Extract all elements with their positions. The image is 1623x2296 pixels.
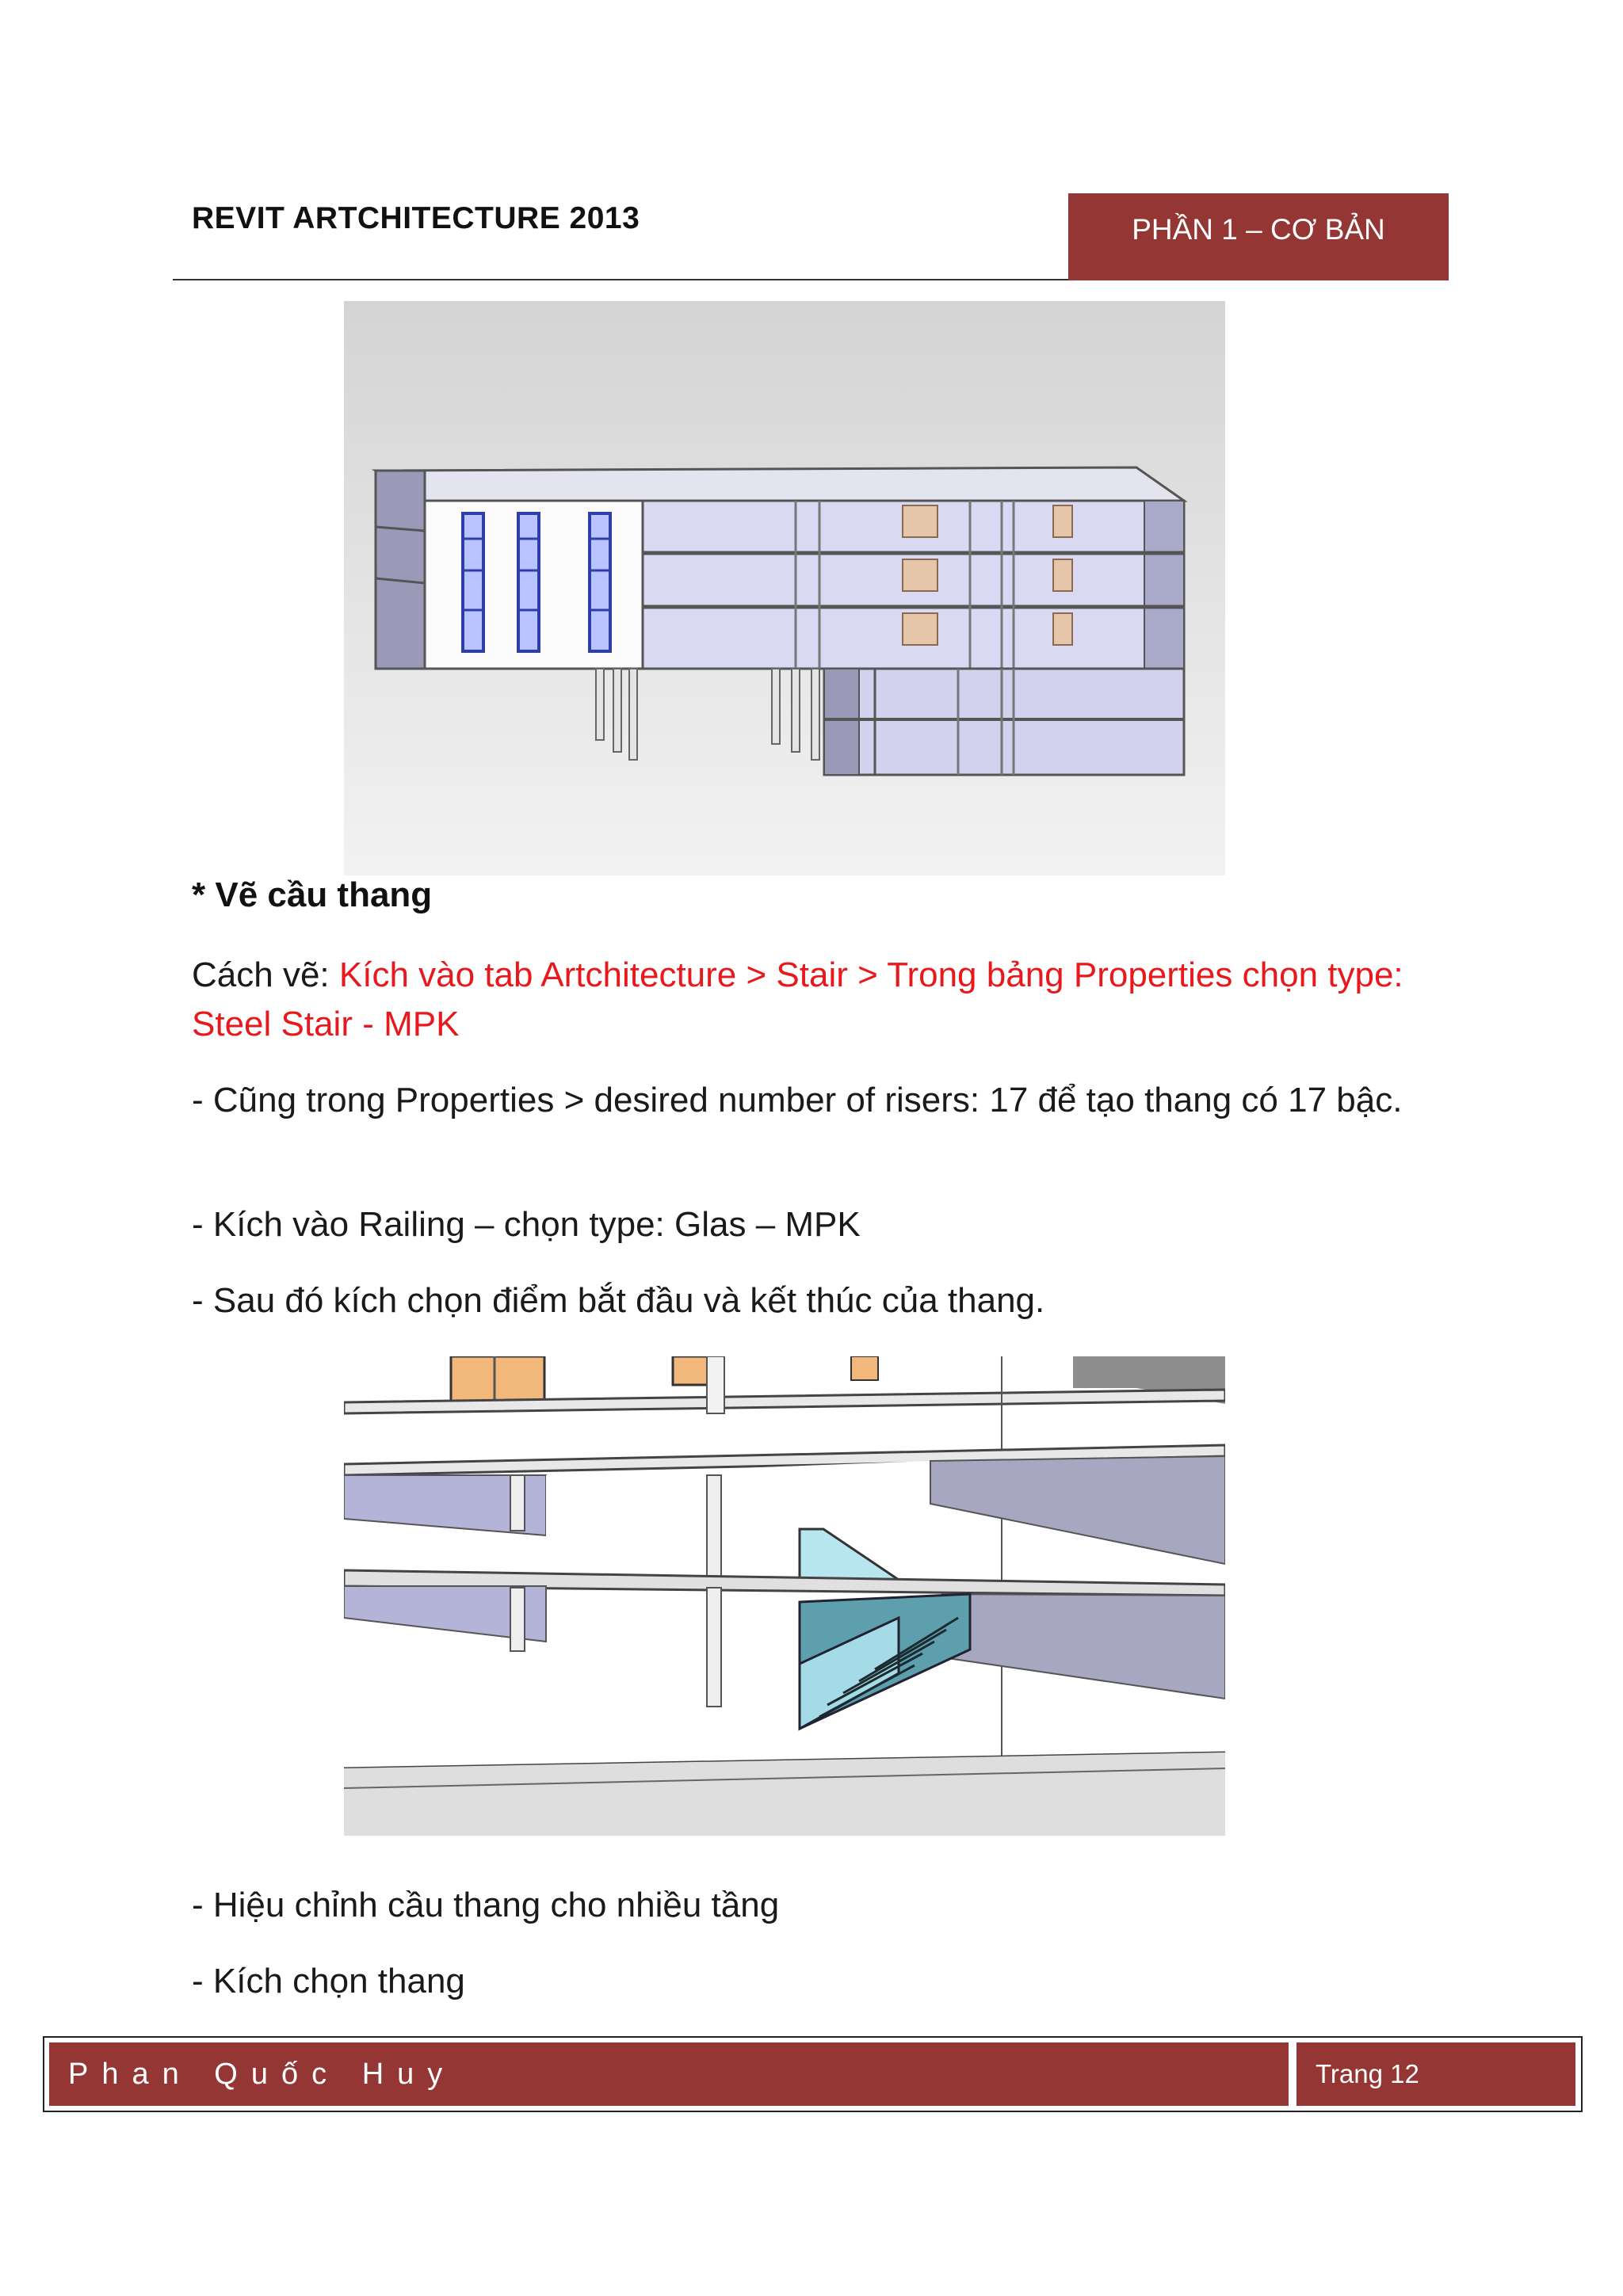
instruction-paragraph [192,951,1428,1049]
bullet-select-stair: - Kích chọn thang [192,1962,465,2000]
section-badge: PHẦN 1 – CƠ BẢN [1068,193,1449,280]
stair-section-figure [344,1356,1225,1836]
header-divider [173,279,1068,280]
instruction-highlight: Kích vào tab Artchitecture > Stair > Trong bảng Properties chọn type: Steel Stair - MPK [192,955,1403,1043]
bullet-risers: - Cũng trong Properties > desired number of risers: 17 để tạo thang có 17 bậc. [192,1081,1403,1119]
footer-author: Phan Quốc Huy [49,2042,1289,2106]
bullet-multi-level: - Hiệu chỉnh cầu thang cho nhiều tầng [192,1886,780,1924]
instruction-label: Cách vẽ: [192,955,339,994]
document-header-title: REVIT ARTCHITECTURE 2013 [192,201,640,235]
bullet-railing: - Kích vào Railing – chọn type: Glas – MPK [192,1205,861,1244]
section-heading: * Vẽ cầu thang [192,875,433,914]
bullet-pick-points: - Sau đó kích chọn điểm bắt đầu và kết thúc của thang. [192,1281,1045,1320]
footer-page-number: Trang 12 [1296,2042,1575,2106]
building-elevation-figure [344,301,1225,875]
